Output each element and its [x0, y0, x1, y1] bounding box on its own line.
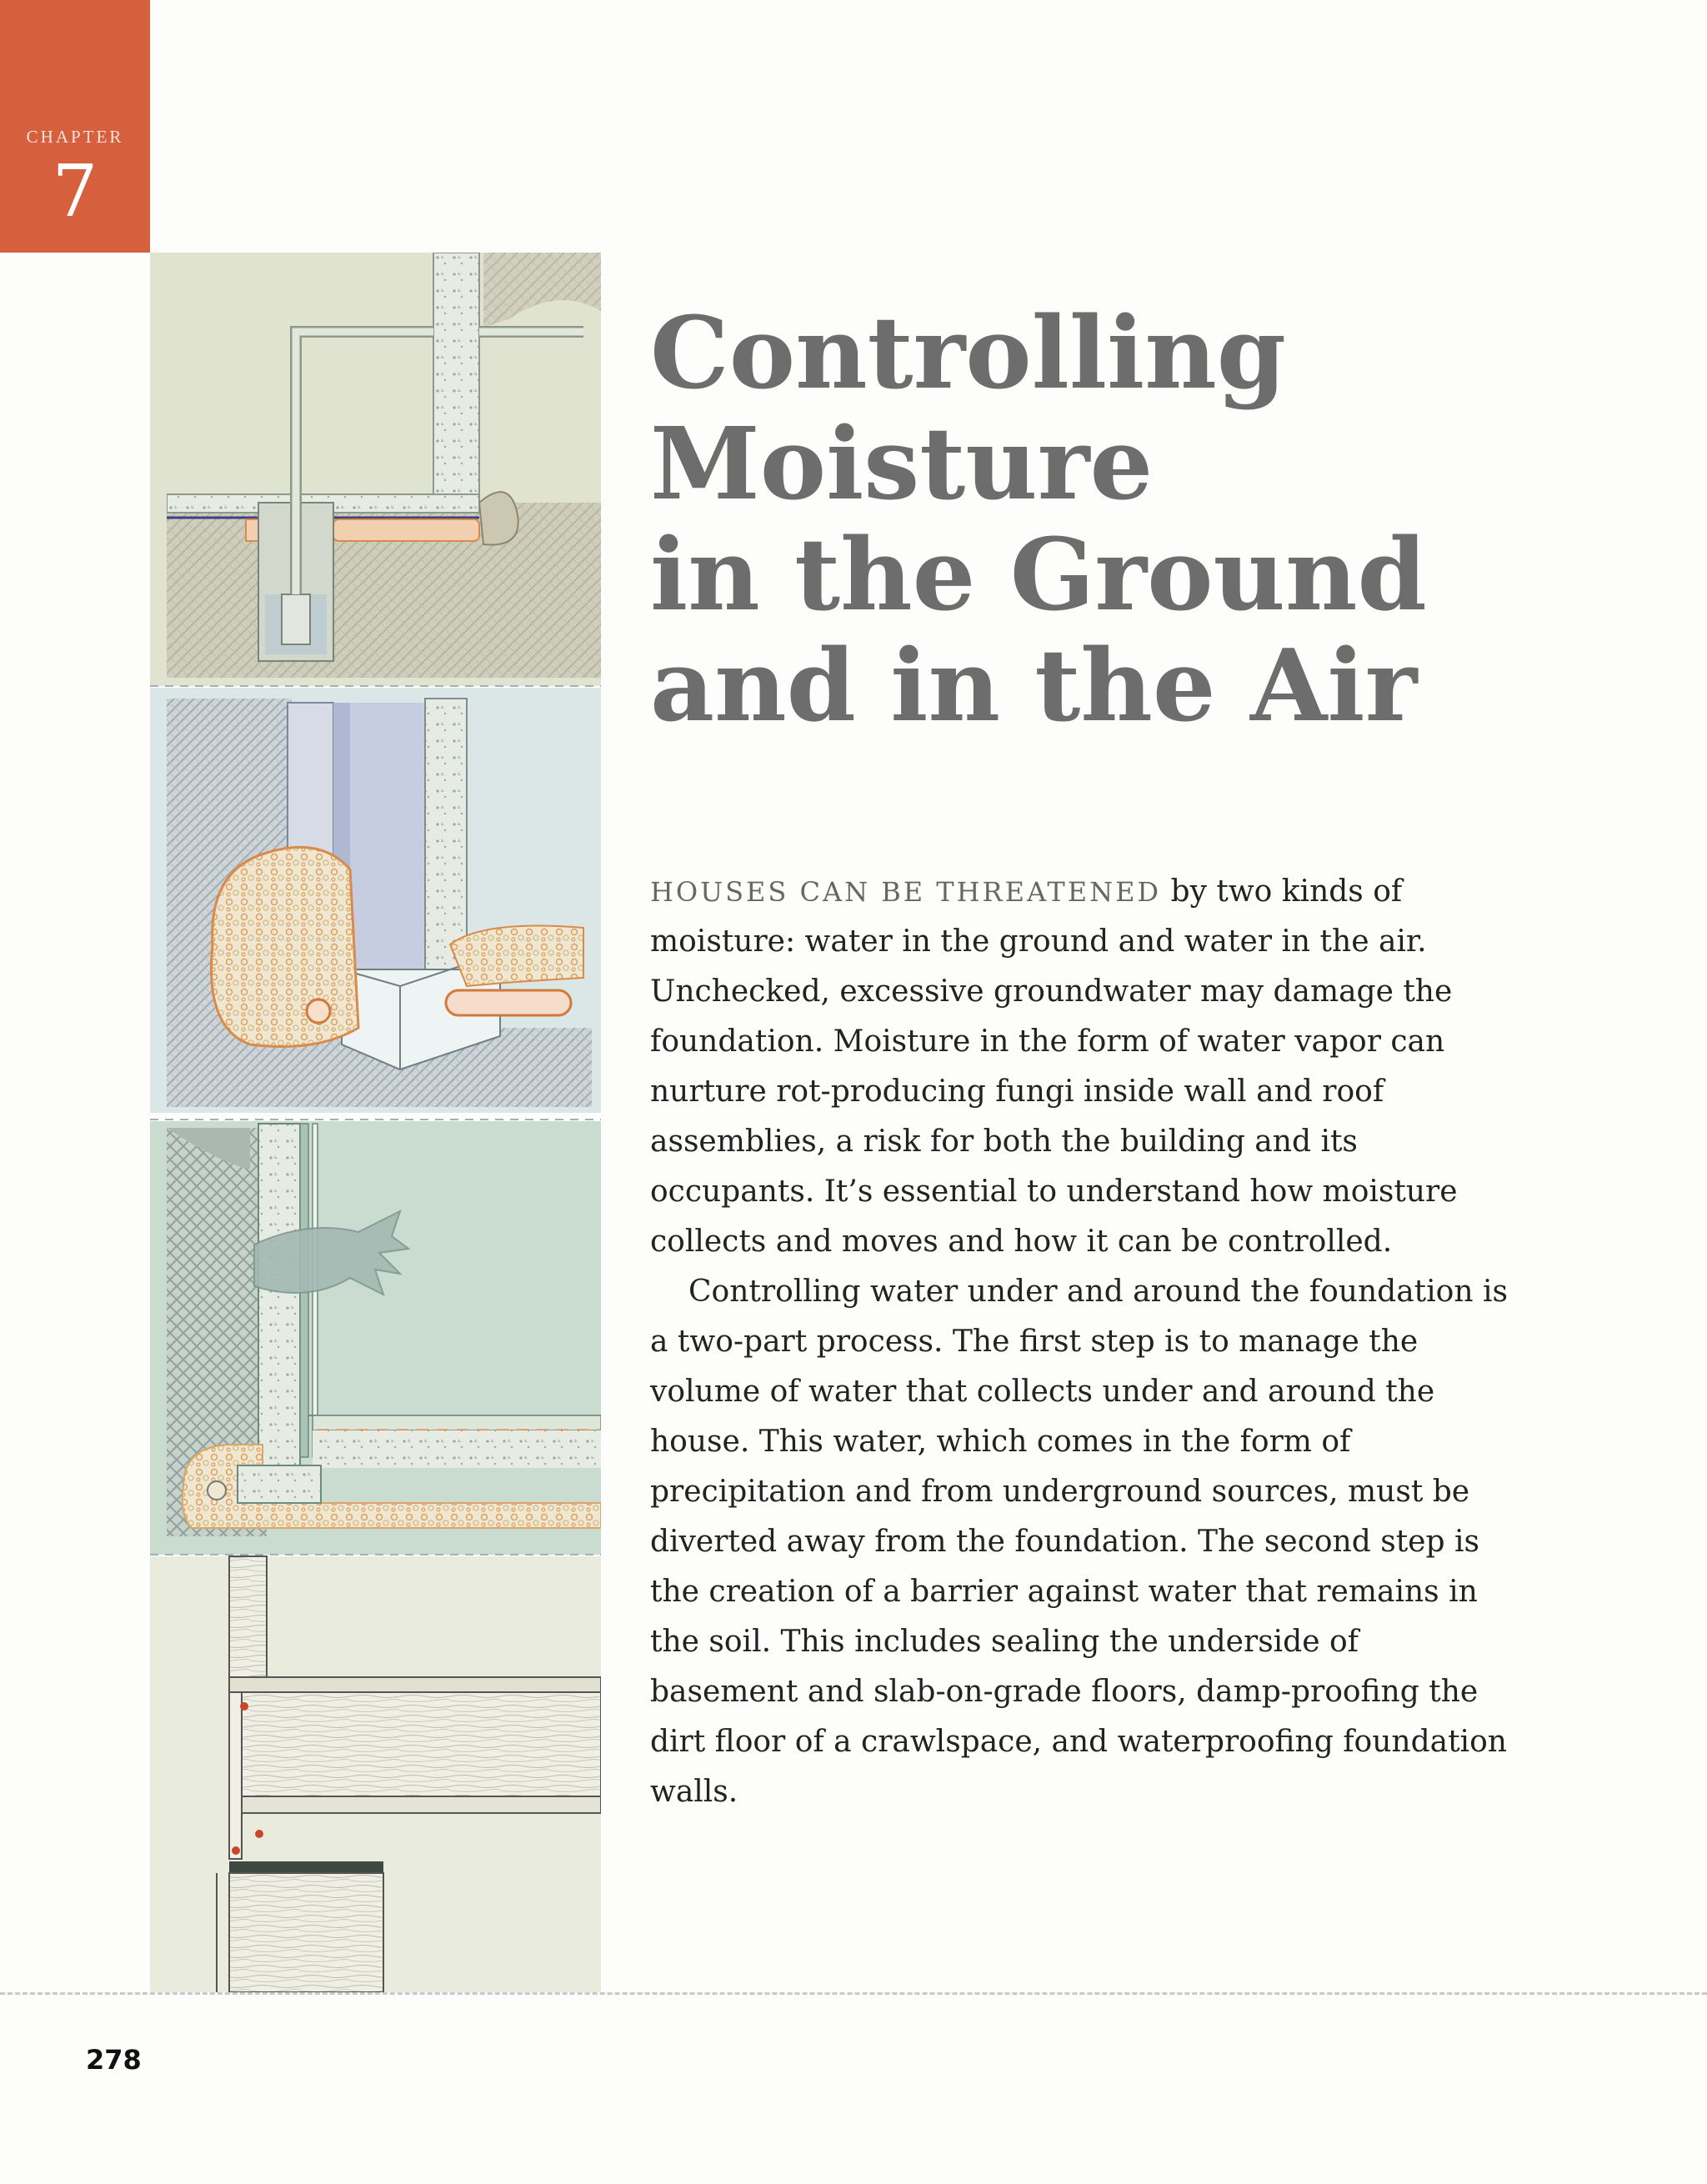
title-line-1: Controlling — [650, 295, 1286, 412]
illustration-svg — [150, 253, 601, 1992]
wood-framing-panel — [150, 1556, 601, 1992]
wall-moisture-panel — [150, 1121, 601, 1555]
page-divider — [0, 1992, 1707, 1995]
chapter-number: 7 — [52, 150, 98, 233]
second-paragraph: Controlling water under and around the foundation is a two-part process. The first step is to manage the volume of water that collects under and around the house. This water, which comes in the form of precipitation and from underground sources, must be diverted away from the foundation. The second step is the creation of a barrier against water that remains in the soil. This includes sealing the underside of basement and slab-on-grade floors, damp-proofing the dirt floor of a crawlspace, and waterproofing foundation walls. — [650, 1275, 1508, 1809]
title-line-2: Moisture — [650, 406, 1154, 523]
lead-in: HOUSES CAN BE THREATENED — [650, 876, 1162, 908]
intro-paragraph — [650, 867, 1509, 1267]
sump-pump-panel — [150, 253, 601, 686]
chapter-label: CHAPTER — [26, 127, 124, 147]
illustration-strip — [150, 253, 601, 1992]
intro-paragraph-text: by two kinds of moisture: water in the ground and water in the air. Unchecked, excessive groundwater may damage the foundation. Moisture in the form of water vapor can nurture rot-producing fungi inside wall and roof assemblies, a risk for both the building and its occupants. It’s essential to understand how moisture collects and moves and how it can be controlled. — [650, 874, 1458, 1259]
chapter-title — [650, 295, 1609, 744]
title-line-3: in the Ground — [650, 517, 1427, 634]
chapter-tab — [0, 0, 150, 253]
page-number: 278 — [86, 2044, 142, 2076]
footing-drain-panel — [150, 688, 601, 1113]
body-text — [650, 867, 1509, 1817]
title-line-4: and in the Air — [650, 628, 1418, 744]
